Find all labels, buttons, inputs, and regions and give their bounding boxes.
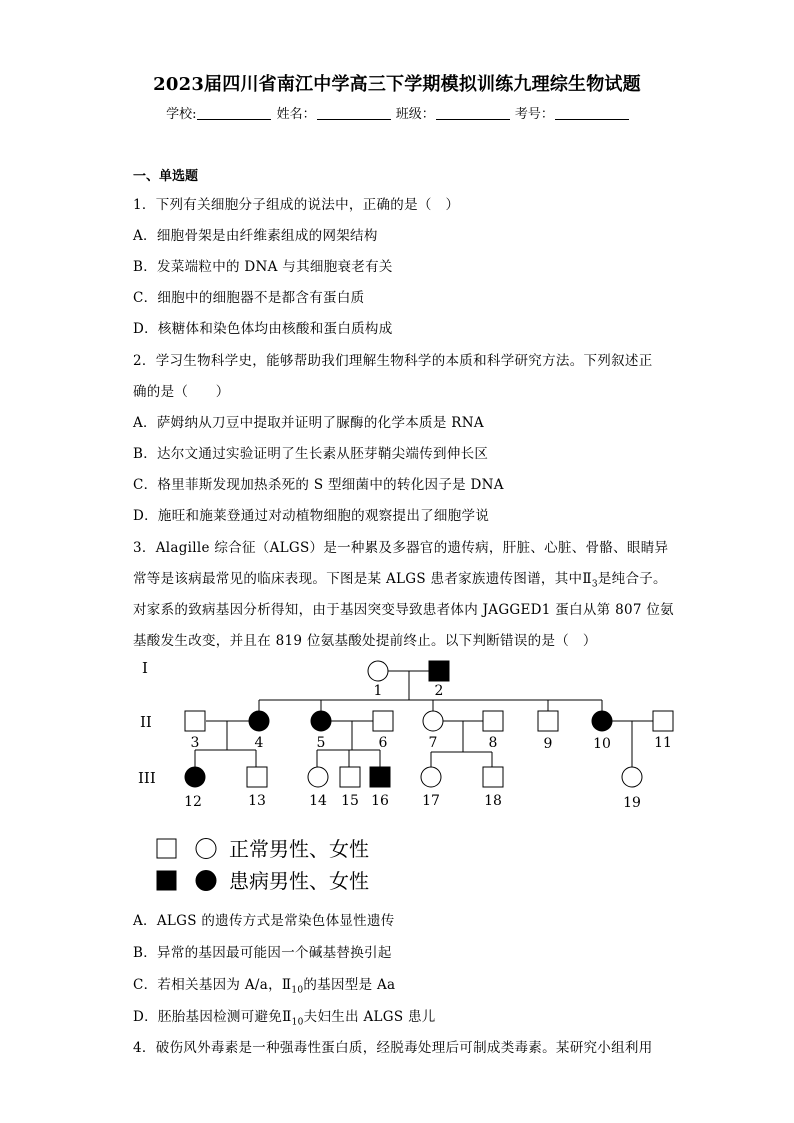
q1-option-c: C．细胞中的细胞器不是都含有蛋白质 xyxy=(133,290,365,306)
q1-option-d: D．核糖体和染色体均由核酸和蛋白质构成 xyxy=(133,321,393,337)
q3-option-d: D．胚胎基因检测可避免$Ⅱ_{10}$夫妇生出 ALGS 患儿 xyxy=(133,1009,436,1028)
q4-stem-line1: 4．破伤风外毒素是一种强毒性蛋白质，经脱毒处理后可制成类毒素。某研究小组利用 xyxy=(133,1040,653,1056)
normal-male-II-9 xyxy=(538,711,558,731)
individual-label: 10 xyxy=(593,736,611,752)
affected-female-III-12 xyxy=(185,767,205,787)
affected-female-II-5 xyxy=(311,711,331,731)
normal-male-II-11 xyxy=(653,711,673,731)
q1-stem: 1．下列有关细胞分子组成的说法中，正确的是（ ） xyxy=(133,197,460,213)
name-label: 姓名： xyxy=(276,107,316,122)
individual-label: 6 xyxy=(378,735,388,751)
q3-option-b: B．异常的基因最可能因一个碱基替换引起 xyxy=(133,945,392,961)
number-label: 考号： xyxy=(514,107,554,122)
normal-male-II-6 xyxy=(373,711,393,731)
legend-normal-label: 正常男性、女性 xyxy=(229,837,369,861)
individual-label: 4 xyxy=(254,735,264,751)
q2-option-a: A．萨姆纳从刀豆中提取并证明了脲酶的化学本质是 RNA xyxy=(133,415,484,431)
normal-female-III-17 xyxy=(421,767,441,787)
normal-female-II-7 xyxy=(423,711,443,731)
generation-label-II: II xyxy=(140,713,152,731)
normal-female-I-1 xyxy=(368,661,388,681)
individual-label: 13 xyxy=(248,793,266,809)
q3-option-c: C．若相关基因为 A/a，$Ⅱ_{10}$的基因型是 Aa xyxy=(133,977,396,996)
individual-label: 18 xyxy=(484,793,502,809)
normal-male-III-15 xyxy=(340,767,360,787)
q1-option-b: B．发菜端粒中的 DNA 与其细胞衰老有关 xyxy=(133,259,393,275)
individual-label: 17 xyxy=(422,793,440,809)
affected-female-II-10 xyxy=(592,711,612,731)
affected-male-III-16 xyxy=(370,767,390,787)
individual-label: 7 xyxy=(428,735,438,751)
individual-label: 15 xyxy=(341,793,359,809)
q2-stem-line2: 确的是（ ） xyxy=(133,384,230,400)
individual-label: 16 xyxy=(371,793,389,809)
school-label: 学校: xyxy=(166,107,197,122)
legend-affected-female-circle xyxy=(196,871,216,891)
normal-male-II-8 xyxy=(483,711,503,731)
page-title: 2023届四川省南江中学高三下学期模拟训练九理综生物试题 xyxy=(153,74,641,95)
q3-option-a: A．ALGS 的遗传方式是常染色体显性遗传 xyxy=(133,913,395,929)
generation-label-I: I xyxy=(142,659,148,677)
normal-female-III-14 xyxy=(308,767,328,787)
individual-label: 11 xyxy=(654,735,672,751)
class-label: 班级： xyxy=(395,107,435,122)
normal-female-III-19 xyxy=(622,767,642,787)
individual-label: 3 xyxy=(190,735,200,751)
generation-label-III: III xyxy=(138,769,156,787)
q2-option-b: B．达尔文通过实验证明了生长素从胚芽鞘尖端传到伸长区 xyxy=(133,446,489,462)
q3-stem-line1: 3．Alagille 综合征（ALGS）是一种累及多器官的遗传病，肝脏、心脏、骨骼、眼睛异 xyxy=(133,540,669,556)
legend-affected-male-square xyxy=(157,871,176,890)
q3-stem-line2: 常等是该病最常见的临床表现。下图是某 ALGS 患者家族遗传图谱，其中$Ⅱ_3$是纯合子。 xyxy=(133,571,667,590)
individual-label: 12 xyxy=(184,794,202,810)
individual-label: 1 xyxy=(373,683,383,699)
q2-option-c: C．格里菲斯发现加热杀死的 S 型细菌中的转化因子是 DNA xyxy=(133,477,504,493)
individual-label: 14 xyxy=(309,793,327,809)
affected-male-I-2 xyxy=(429,661,449,681)
individual-label: 19 xyxy=(623,795,641,811)
legend-affected-label: 患病男性、女性 xyxy=(229,869,369,893)
q3-stem-line3: 对家系的致病基因分析得知，由于基因突变导致患者体内 JAGGED1 蛋白从第 807 位氨 xyxy=(133,602,674,618)
legend-normal-male-square xyxy=(157,839,176,858)
q2-option-d: D．施旺和施莱登通过对动植物细胞的观察提出了细胞学说 xyxy=(133,508,490,524)
q1-option-a: A．细胞骨架是由纤维素组成的网架结构 xyxy=(133,228,378,244)
q3-stem-line4: 基酸发生改变，并且在 819 位氨基酸处提前终止。以下判断错误的是（ ） xyxy=(133,633,597,649)
individual-label: 8 xyxy=(488,735,498,751)
normal-male-III-18 xyxy=(483,767,503,787)
section-heading: 一、单选题 xyxy=(133,169,199,184)
normal-male-III-13 xyxy=(247,767,267,787)
legend-normal-female-circle xyxy=(196,839,216,859)
normal-male-II-3 xyxy=(185,711,205,731)
affected-female-II-4 xyxy=(249,711,269,731)
individual-label: 9 xyxy=(543,736,553,752)
individual-label: 2 xyxy=(434,683,444,699)
individual-label: 5 xyxy=(316,735,326,751)
q2-stem-line1: 2．学习生物科学史，能够帮助我们理解生物科学的本质和科学研究方法。下列叙述正 xyxy=(133,353,653,369)
